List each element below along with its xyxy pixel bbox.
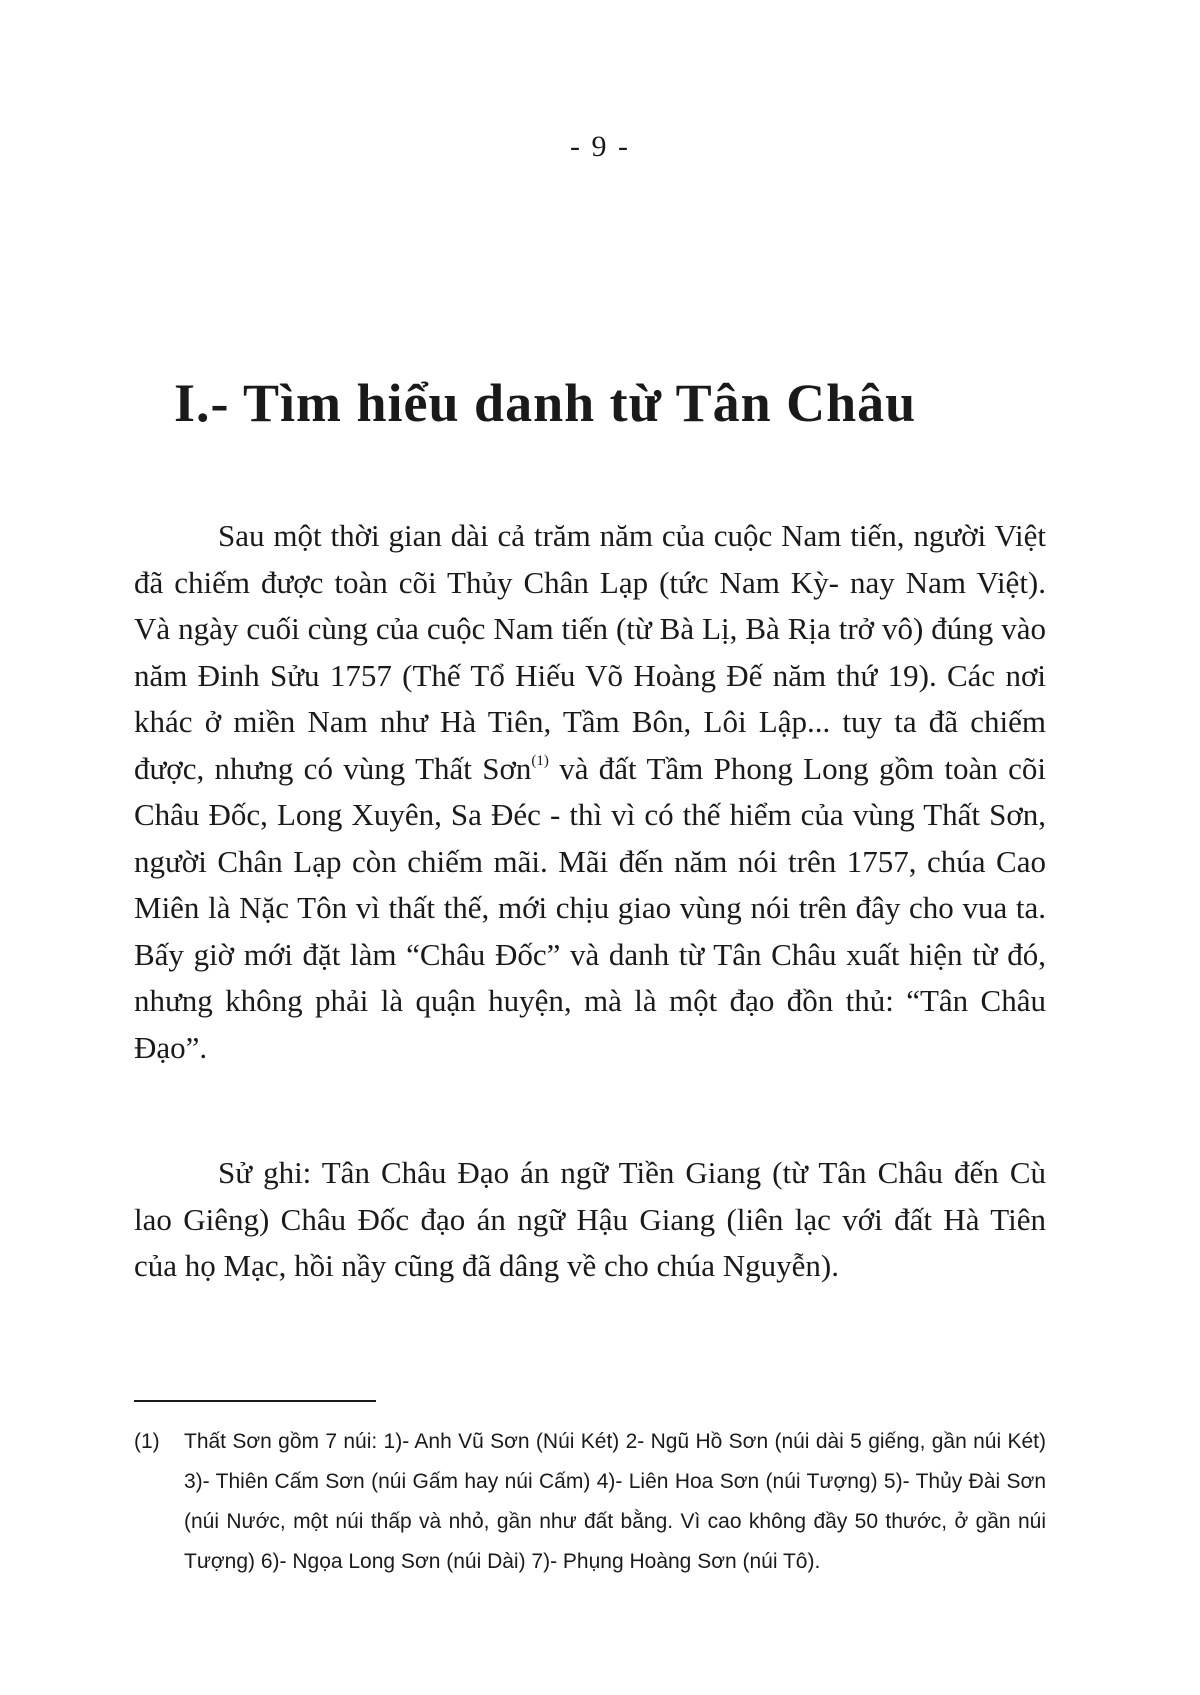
page-number: - 9 - — [570, 130, 630, 163]
paragraph-text: và đất Tầm Phong Long gồm toàn cõi Châu Đốc, Long Xuyên, Sa Đéc - thì vì có thế hiểm của vùng Thất Sơn, người Chân Lạp còn chiếm mãi. Mãi đến năm nói trên 1757, chúa Cao Miên là Nặc Tôn vì thất thế, mới chịu giao vùng nói trên đây cho vua ta. Bấy giờ mới đặt làm “Châu Đốc” và danh từ Tân Châu xuất hiện từ đó, nhưng không phải là quận huyện, mà là một đạo đồn thủ: “Tân Châu Đạo”. — [134, 750, 1046, 1065]
paragraph-text: Sau một thời gian dài cả trăm năm của cuộc Nam tiến, người Việt đã chiếm được toàn cõi Thủy Chân Lạp (tức Nam Kỳ- nay Nam Việt). Và ngày cuối cùng của cuộc Nam tiến (từ Bà Lị, Bà Rịa trở vô) đúng vào năm Đinh Sửu 1757 (Thế Tổ Hiếu Võ Hoàng Đế năm thứ 19). Các nơi khác ở miền Nam như Hà Tiên, Tầm Bôn, Lôi Lập... tuy ta đã chiếm được, nhưng có vùng Thất Sơn — [134, 518, 1046, 786]
chapter-title: I.- Tìm hiểu danh từ Tân Châu — [174, 373, 917, 433]
footnote-marker: (1) — [134, 1430, 160, 1453]
footnote-reference: (1) — [531, 752, 549, 769]
body-paragraph: Sử ghi: Tân Châu Đạo án ngữ Tiền Giang (từ Tân Châu đến Cù lao Giêng) Châu Đốc đạo án ngữ Hậu Giang (liên lạc với đất Hà Tiên của họ Mạc, hồi nầy cũng đã dâng về cho chúa Nguyễn). — [134, 1155, 1046, 1283]
footnote — [134, 1422, 1046, 1582]
footnote-separator — [134, 1400, 376, 1402]
footnote-text: Thất Sơn gồm 7 núi: 1)- Anh Vũ Sơn (Núi Két) 2- Ngũ Hồ Sơn (núi dài 5 giếng, gần núi Két) 3)- Thiên Cấm Sơn (núi Gấm hay núi Cấm) 4)- Liên Hoa Sơn (núi Tượng) 5)- Thủy Đài Sơn (núi Nước, một núi thấp và nhỏ, gần như đất bằng. Vì cao không đầy 50 thước, ở gần núi Tượng) 6)- Ngọa Long Sơn (núi Dài) 7)- Phụng Hoàng Sơn (núi Tô). — [184, 1430, 1046, 1573]
body-paragraph — [134, 513, 1046, 1071]
